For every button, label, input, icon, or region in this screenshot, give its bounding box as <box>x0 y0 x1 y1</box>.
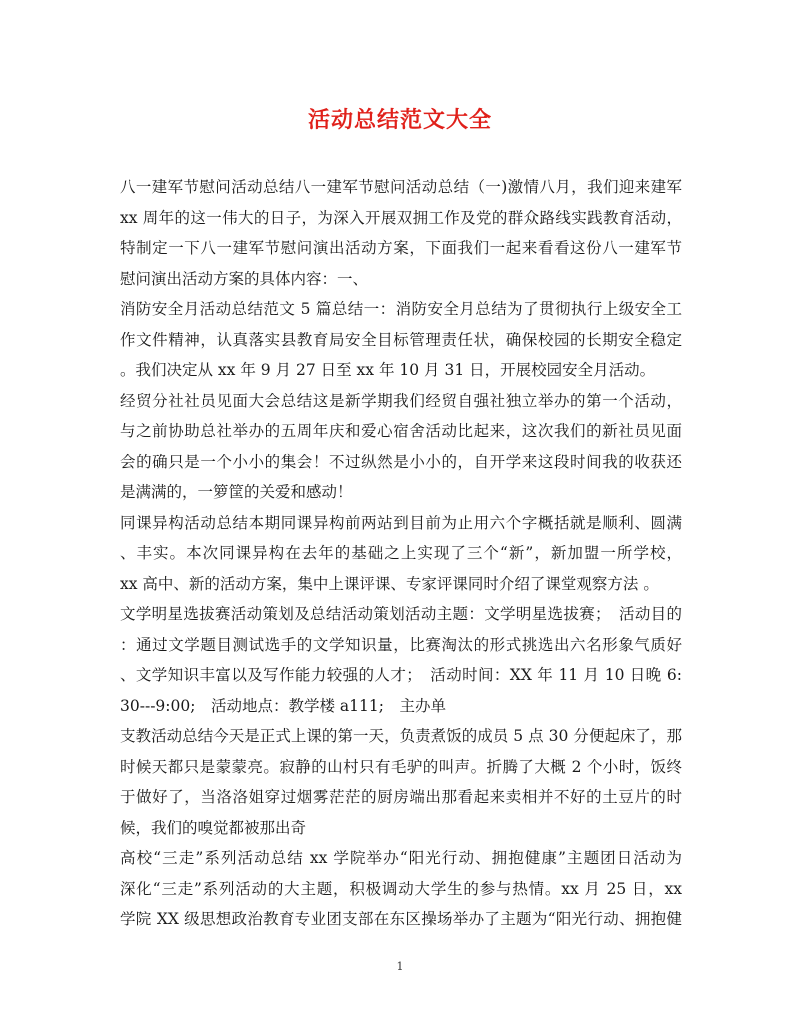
text-line: 是满满的，一箩筐的关爱和感动！ <box>120 483 353 501</box>
text-line: xx 周年的这一伟大的日子，为深入开展双拥工作及党的群众路线实践教育活动， <box>120 208 682 227</box>
text-line: 八一建军节慰问活动总结八一建军节慰问活动总结（一)激情八月，我们迎来建军 <box>120 178 682 196</box>
text-line: 支教活动总结今天是正式上课的第一天，负责煮饭的成员 5 点 30 分便起床了，那 <box>120 727 682 745</box>
text-line: 与之前协助总社举办的五周年庆和爱心宿舍活动比起来，这次我们的新社员见面 <box>120 422 682 440</box>
text-line: 作文件精神，认真落实县教育局安全目标管理责任状，确保校园的长期安全稳定 <box>120 330 682 349</box>
text-line: 。我们决定从 xx 年 9 月 27 日至 xx 年 10 月 31 日，开展校园安全月活动。 <box>120 361 656 379</box>
text-line: 深化“三走”系列活动的大主题，积极调动大学生的参与热情。xx 月 25 日，xx <box>120 879 682 898</box>
page-number: 1 <box>396 960 404 973</box>
text-line: 候，我们的嗅觉都被那出奇 <box>120 818 307 837</box>
text-line: 同课异构活动总结本期同课异构前两站到目前为止用六个字概括就是顺利、圆满 <box>120 513 682 532</box>
text-line: 文学明星选拔赛活动策划及总结活动策划活动主题：文学明星选拔赛； 活动目的 <box>120 605 682 623</box>
document-title: 活动总结范文大全 <box>307 107 492 133</box>
document-body <box>120 172 682 935</box>
text-line: 、丰实。本次同课异构在去年的基础之上实现了三个“新”，新加盟一所学校， <box>120 544 682 562</box>
text-line: 会的确只是一个小小的集会！不过纵然是小小的，自开学来这段时间我的收获还 <box>120 452 682 471</box>
text-line: 经贸分社社员见面大会总结这是新学期我们经贸自强社独立举办的第一个活动， <box>120 391 682 410</box>
text-line: 时候天都只是蒙蒙亮。寂静的山村只有毛驴的叫声。折腾了大概 2 个小时，饭终 <box>120 757 682 776</box>
text-line: 30---9:00; 活动地点：教学楼 a111; 主办单 <box>120 696 446 715</box>
text-line: 高校“三走”系列活动总结 xx 学院举办“阳光行动、拥抱健康”主题团日活动为 <box>120 849 682 867</box>
text-line: 消防安全月活动总结范文 5 篇总结一：消防安全月总结为了贯彻执行上级安全工 <box>120 300 682 318</box>
text-line: xx 高中、新的活动方案，集中上课评课、专家评课同时介绍了课堂观察方法 。 <box>120 574 659 593</box>
text-line: 学院 XX 级思想政治教育专业团支部在东区操场举办了主题为“阳光行动、拥抱健 <box>120 910 682 928</box>
text-line: 于做好了，当洛洛姐穿过烟雾茫茫的厨房端出那看起来卖相并不好的土豆片的时 <box>120 788 682 806</box>
text-line: 、文学知识丰富以及写作能力较强的人才； 活动时间：XX 年 11 月 10 日晚 6: <box>120 666 682 684</box>
text-line: 特制定一下八一建军节慰问演出活动方案，下面我们一起来看看这份八一建军节 <box>120 239 682 257</box>
text-line: ：通过文学题目测试选手的文学知识量，比赛淘汰的形式挑选出六名形象气质好 <box>120 635 682 654</box>
text-line: 慰问演出活动方案的具体内容：一、 <box>120 269 369 288</box>
